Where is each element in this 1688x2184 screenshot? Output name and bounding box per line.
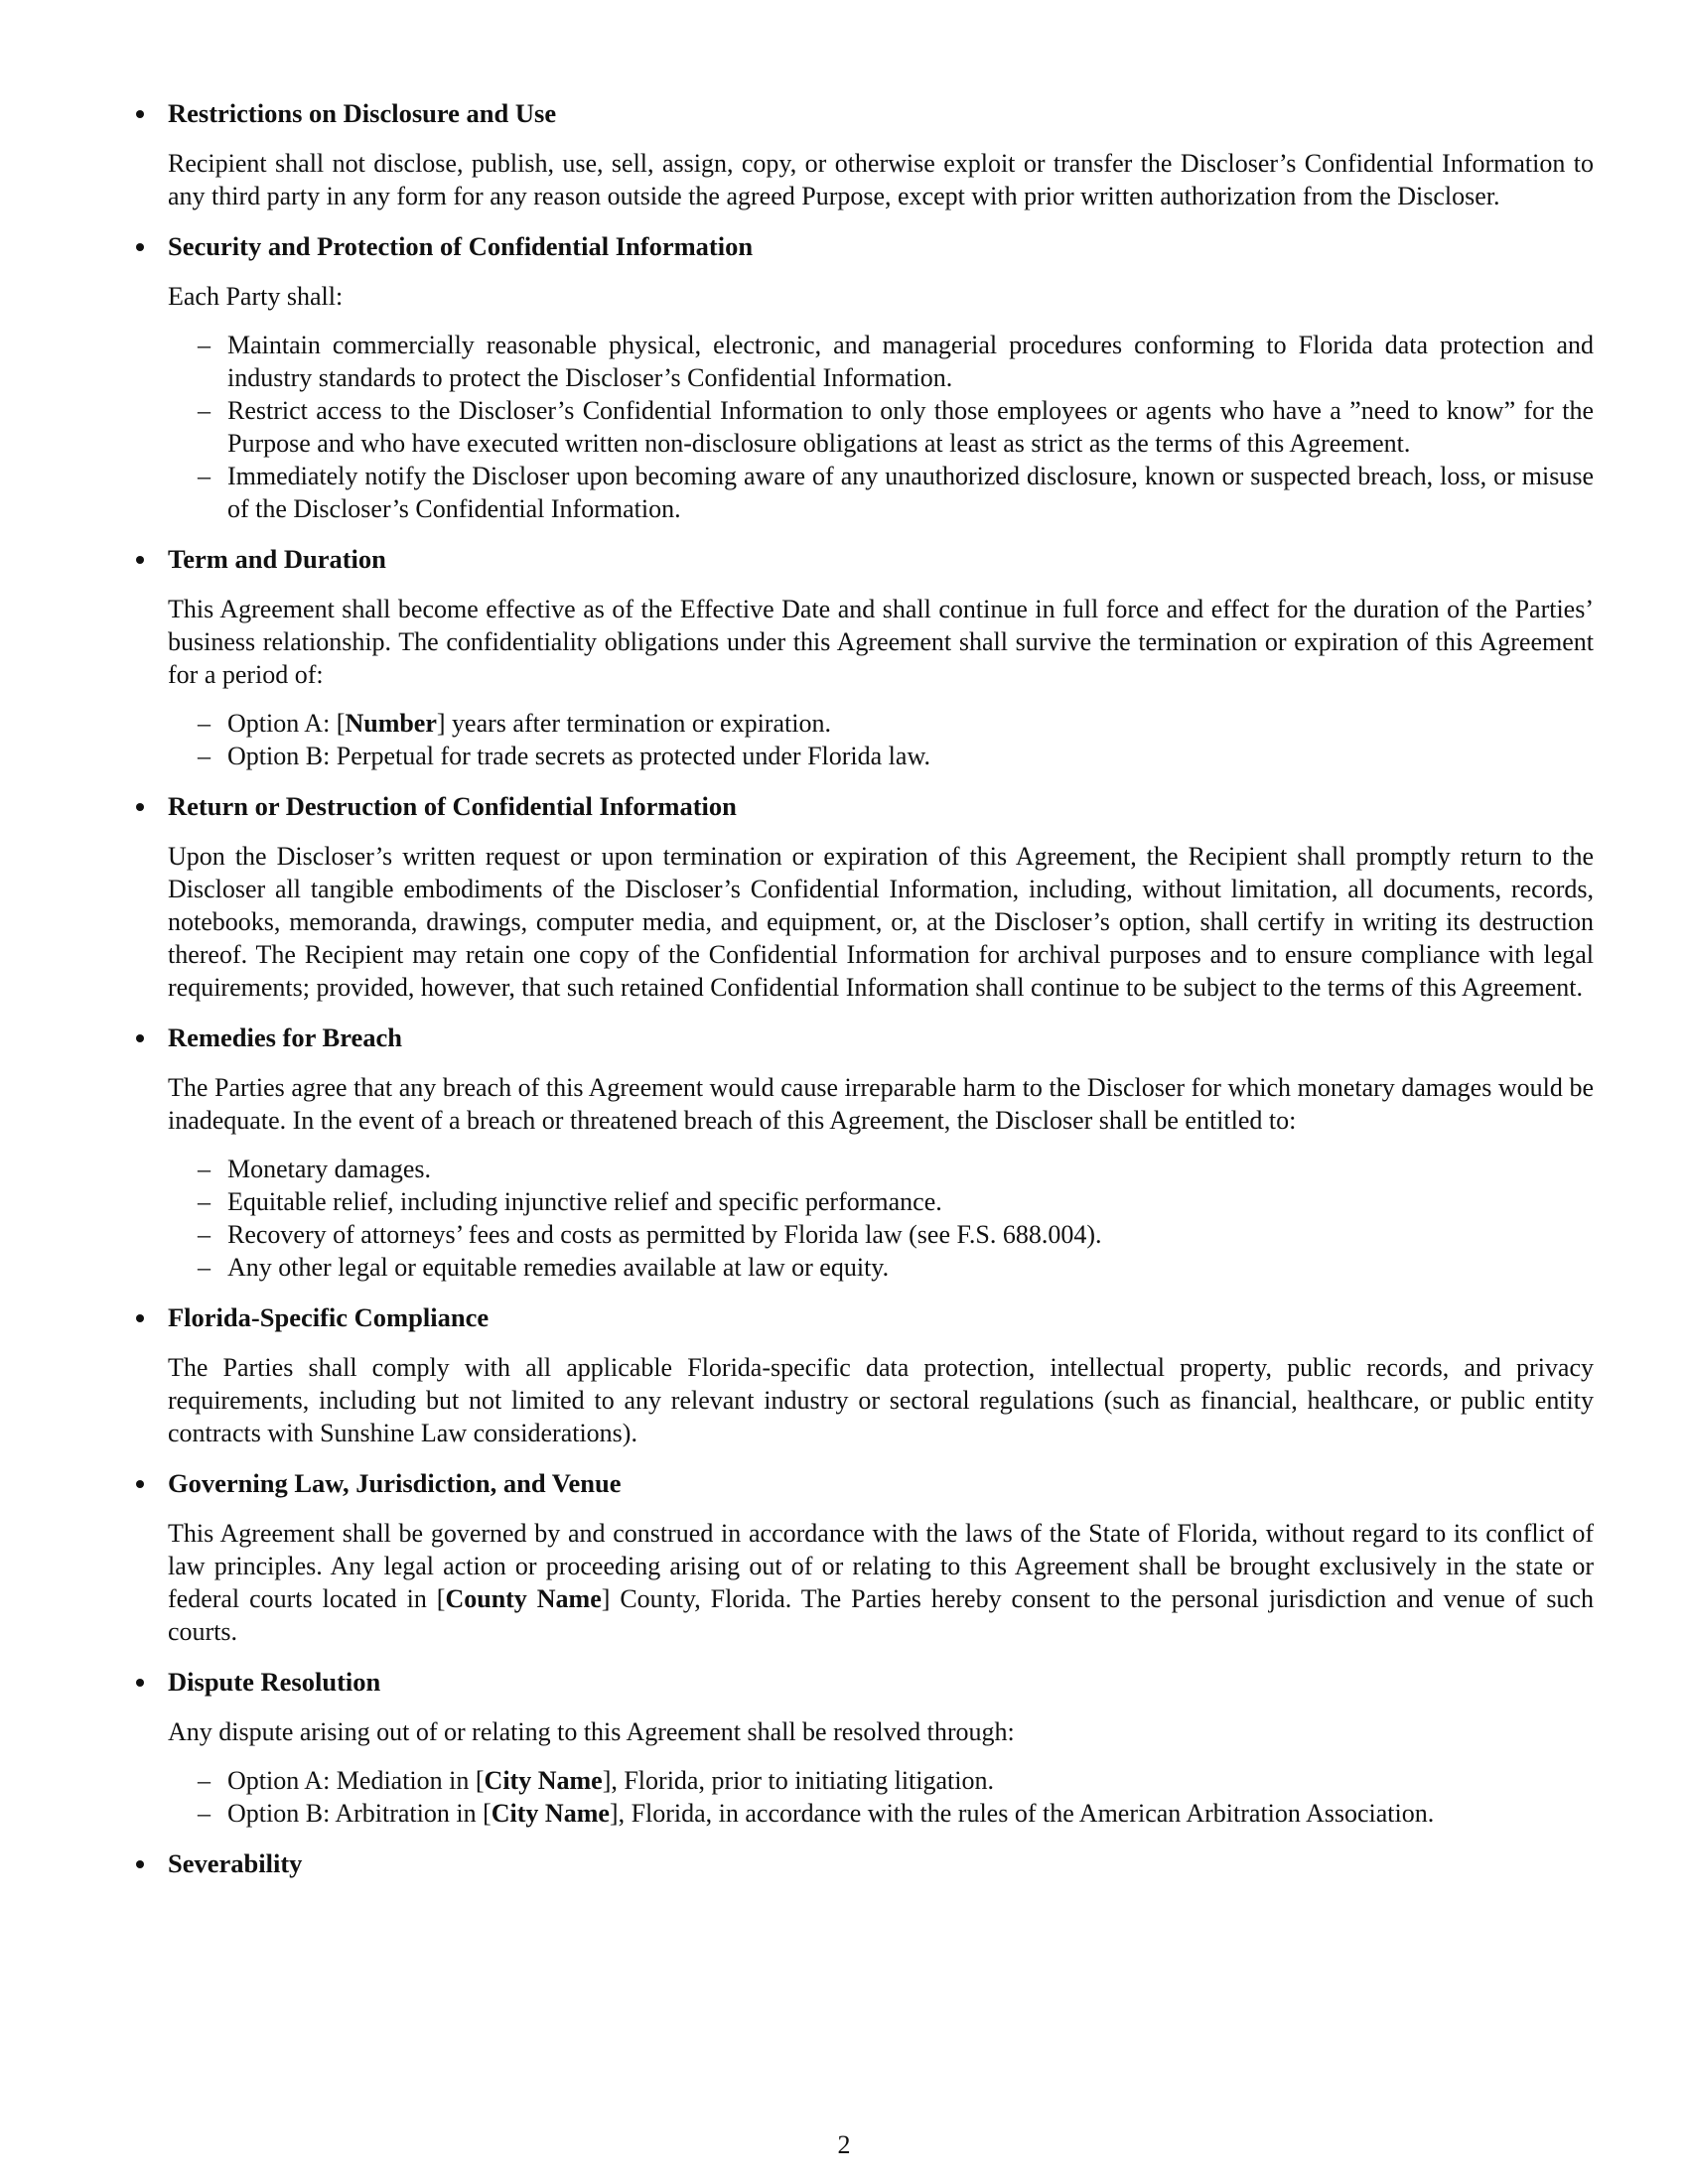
dash-icon: – — [198, 1187, 211, 1216]
placeholder-city: City Name — [491, 1799, 610, 1828]
paragraph-text: ] County, Florida. The Parties hereby consent to the personal jurisdiction and venue of such courts. — [168, 1584, 1594, 1646]
list-item — [198, 707, 1594, 740]
dash-icon: – — [198, 1220, 211, 1249]
bullet-icon — [136, 243, 144, 251]
section-title: Restrictions on Disclosure and Use — [168, 98, 557, 128]
section-remedies — [136, 1022, 1594, 1284]
section-paragraph: Recipient shall not disclose, publish, use, sell, assign, copy, or otherwise exploit or transfer the Discloser’s Confidential Information to any third party in any form for any reason outside the agreed Purpose, except with prior written authorization from the Discloser. — [168, 149, 1594, 210]
bullet-icon — [136, 1860, 144, 1868]
list-item-text: Option B: Perpetual for trade secrets as protected under Florida law. — [227, 742, 931, 770]
option-suffix: ], Florida, in accordance with the rules of the American Arbitration Association. — [609, 1799, 1435, 1828]
section-security — [136, 230, 1594, 525]
section-list — [136, 97, 1594, 1880]
dash-icon: – — [198, 1799, 211, 1828]
dash-icon: – — [198, 742, 211, 770]
list-item-text: Restrict access to the Discloser’s Confidential Information to only those employees or agents who have a ”need to know” for the Purpose and who have executed written non-disclosure obligations at least as strict as the terms of this Agreement. — [227, 396, 1594, 458]
list-item — [198, 329, 1594, 394]
sub-list — [168, 1764, 1594, 1830]
section-paragraph: Any dispute arising out of or relating to this Agreement shall be resolved through: — [168, 1717, 1015, 1746]
list-item-text: Maintain commercially reasonable physical, electronic, and managerial procedures conforming to Florida data protection and industry standards to protect the Discloser’s Confidential Information. — [227, 331, 1594, 392]
dash-icon: – — [198, 331, 211, 359]
section-paragraph: This Agreement shall become effective as of the Effective Date and shall continue in full force and effect for the duration of the Parties’ business relationship. The confidentiality obligations under this Agreement shall survive the termination or expiration of this Agreement for a period of: — [168, 595, 1594, 689]
document-body — [136, 97, 1594, 1898]
section-florida-compliance — [136, 1301, 1594, 1449]
option-suffix: ] years after termination or expiration. — [436, 709, 831, 738]
sub-list — [168, 707, 1594, 772]
section-paragraph: The Parties agree that any breach of this Agreement would cause irreparable harm to the Discloser for which monetary damages would be inadequate. In the event of a breach or threatened breach of this Agreement, the Discloser shall be entitled to: — [168, 1073, 1594, 1135]
section-governing-law — [136, 1467, 1594, 1648]
list-item — [198, 1153, 1594, 1185]
dash-icon: – — [198, 1155, 211, 1183]
list-item-text: Equitable relief, including injunctive relief and specific performance. — [227, 1187, 942, 1216]
page-number: 2 — [837, 2130, 851, 2159]
list-item — [198, 394, 1594, 460]
bullet-icon — [136, 1679, 144, 1687]
list-item — [198, 1218, 1594, 1251]
list-item — [198, 1764, 1594, 1797]
section-title: Remedies for Breach — [168, 1023, 402, 1052]
list-item-text: Recovery of attorneys’ fees and costs as permitted by Florida law (see F.S. 688.004). — [227, 1220, 1102, 1249]
list-item-text: Immediately notify the Discloser upon becoming aware of any unauthorized disclosure, known or suspected breach, loss, or misuse of the Discloser’s Confidential Information. — [227, 462, 1594, 523]
list-item — [198, 740, 1594, 772]
list-item — [198, 1797, 1594, 1830]
dash-icon: – — [198, 1253, 211, 1282]
section-title: Florida-Specific Compliance — [168, 1302, 490, 1332]
dash-icon: – — [198, 396, 211, 425]
section-title: Severability — [168, 1848, 303, 1878]
placeholder-number: Number — [345, 709, 437, 738]
list-item — [198, 1185, 1594, 1218]
section-restrictions — [136, 97, 1594, 212]
section-title: Dispute Resolution — [168, 1667, 381, 1697]
dash-icon: – — [198, 1766, 211, 1795]
list-item — [198, 1251, 1594, 1284]
bullet-icon — [136, 1480, 144, 1488]
dash-icon: – — [198, 462, 211, 490]
section-title: Term and Duration — [168, 544, 386, 574]
section-severability — [136, 1847, 1594, 1880]
option-suffix: ], Florida, prior to initiating litigation. — [602, 1766, 994, 1795]
placeholder-city: City Name — [484, 1766, 603, 1795]
section-paragraph: Upon the Discloser’s written request or upon termination or expiration of this Agreement, the Recipient shall promptly return to the Discloser all tangible embodiments of the Discloser’s Confidential Information, including, without limitation, all documents, records, notebooks, memoranda, drawings, computer media, and equipment, or, at the Discloser’s option, shall certify in writing its destruction thereof. The Recipient may retain one copy of the Confidential Information for archival purposes and to ensure compliance with legal requirements; provided, however, that such retained Confidential Information shall continue to be subject to the terms of this Agreement. — [168, 842, 1594, 1002]
option-prefix: Option B: Arbitration in [ — [227, 1799, 492, 1828]
sub-list — [168, 329, 1594, 525]
section-return — [136, 790, 1594, 1004]
bullet-icon — [136, 803, 144, 811]
section-paragraph: Each Party shall: — [168, 282, 344, 311]
bullet-icon — [136, 1034, 144, 1042]
section-title: Return or Destruction of Confidential Information — [168, 791, 737, 821]
bullet-icon — [136, 110, 144, 118]
option-prefix: Option A: [ — [227, 709, 346, 738]
bullet-icon — [136, 1314, 144, 1322]
bullet-icon — [136, 556, 144, 564]
sub-list — [168, 1153, 1594, 1284]
option-prefix: Option A: Mediation in [ — [227, 1766, 485, 1795]
list-item — [198, 460, 1594, 525]
list-item-text: Any other legal or equitable remedies available at law or equity. — [227, 1253, 890, 1282]
section-term — [136, 543, 1594, 772]
paragraph-text: This Agreement shall be governed by and construed in accordance with the laws of the State of Florida, without regard to its conflict of law principles. Any legal action or proceeding arising out of or relating to this Agreement shall be brought exclusively in the state or federal courts located in [ — [168, 1519, 1594, 1613]
dash-icon: – — [198, 709, 211, 738]
section-title: Security and Protection of Confidential Information — [168, 231, 754, 261]
section-dispute-resolution — [136, 1666, 1594, 1830]
section-title: Governing Law, Jurisdiction, and Venue — [168, 1468, 622, 1498]
placeholder-county: County Name — [445, 1584, 602, 1613]
section-paragraph: The Parties shall comply with all applicable Florida-specific data protection, intellectual property, public records, and privacy requirements, including but not limited to any relevant industry or sectoral regulations (such as financial, healthcare, or public entity contracts with Sunshine Law considerations). — [168, 1353, 1594, 1447]
section-paragraph — [168, 1517, 1594, 1648]
list-item-text: Monetary damages. — [227, 1155, 432, 1183]
